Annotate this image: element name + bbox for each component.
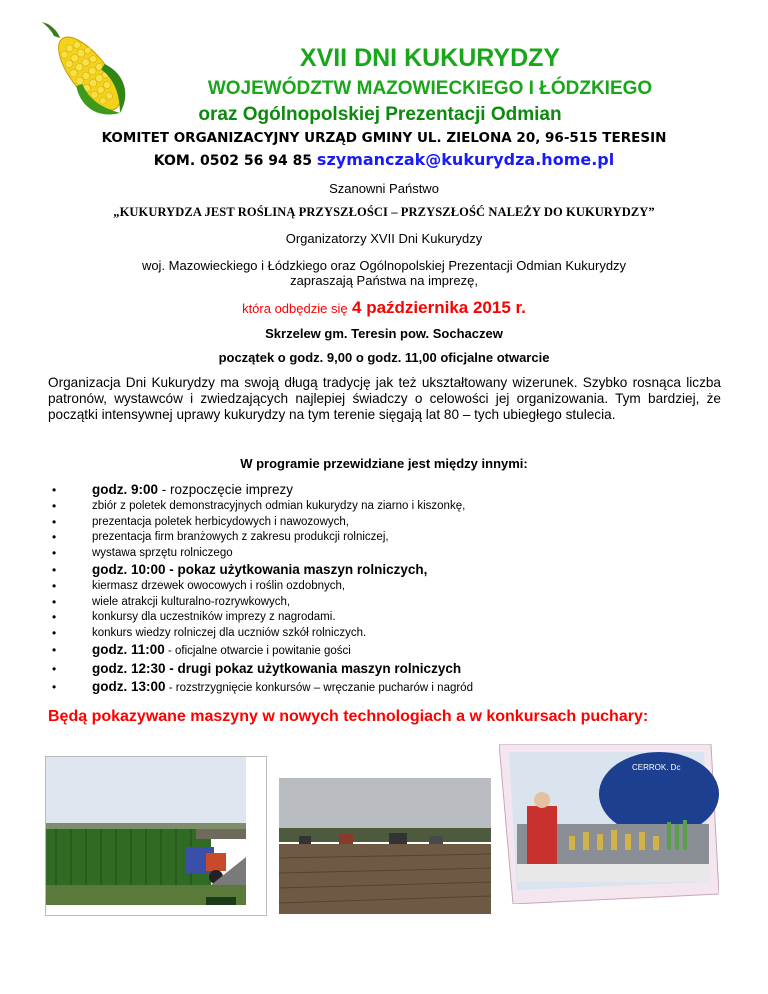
event-title: XVII DNI KUKURYDZY xyxy=(299,44,561,72)
program-item: • konkurs wiedzy rolniczej dla uczniów szkół rolniczych. xyxy=(48,626,708,642)
event-location: Skrzelew gm. Teresin pow. Sochaczew xyxy=(265,326,503,341)
svg-text:CERROK. Dc: CERROK. Dc xyxy=(632,763,681,772)
organizers-line: Organizatorzy XVII Dni Kukurydzy xyxy=(285,231,483,246)
invite-line-1: woj. Mazowieckiego i Łódzkiego oraz Ogólnopolskiej Prezentacji Odmian Kukurydzy xyxy=(141,258,627,273)
program-item: • prezentacja poletek herbicydowych i nawozowych, xyxy=(48,515,708,531)
sprayer-in-cornfield-photo xyxy=(45,756,267,916)
greeting: Szanowni Państwo xyxy=(329,181,439,196)
program-item: • wiele atrakcji kulturalno-rozrywkowych, xyxy=(48,595,708,611)
event-subtitle: WOJEWÓDZTW MAZOWIECKIEGO I ŁÓDZKIEGO xyxy=(207,78,653,99)
phone-number: KOM. 0502 56 94 85 xyxy=(153,153,313,169)
slogan: „KUKURYDZA JEST ROŚLINĄ PRZYSZŁOŚCI – PRZYSZŁOŚĆ NALEŻY DO KUKURYDZY” xyxy=(113,205,655,219)
trophy-exhibition-photo xyxy=(499,744,719,904)
program-item: • godz. 12:30 - drugi pokaz użytkowania maszyn rolniczych xyxy=(48,660,708,678)
program-list xyxy=(48,481,708,697)
invite-line-2: zapraszają Państwa na imprezę, xyxy=(290,273,478,288)
event-date: 4 października 2015 r. xyxy=(352,298,526,317)
program-item: • wystawa sprzętu rolniczego xyxy=(48,546,708,562)
tractors-on-field-photo xyxy=(279,778,491,914)
program-item: • konkursy dla uczestników imprezy z nagrodami. xyxy=(48,610,708,626)
date-prefix: która odbędzie się xyxy=(242,301,348,316)
intro-paragraph: Organizacja Dni Kukurydzy ma swoją długą tradycję jak też ukształtowany wizerunek. Szybko rosnąca liczba patronów, wystawców i zwiedzających najlepiej świadczy o celowości jej organizowania. Tym bardziej, że początki intensywnej uprawy kukurydzy na tym terenie sięgają lat 80 – tych ubiegłego stulecia. xyxy=(48,375,721,422)
date-line xyxy=(0,298,768,318)
komitet-address: KOMITET ORGANIZACYJNY URZĄD GMINY UL. ZIELONA 20, 96-515 TERESIN xyxy=(101,130,667,146)
contact-line xyxy=(0,150,768,169)
start-time: początek o godz. 9,00 o godz. 11,00 oficjalne otwarcie xyxy=(218,350,550,365)
corn-cob-icon xyxy=(40,18,130,128)
program-item: • godz. 11:00 - oficjalne otwarcie i powitanie gości xyxy=(48,641,708,660)
event-subtitle2: oraz Ogólnopolskiej Prezentacji Odmian xyxy=(198,104,562,125)
program-item: • godz. 9:00 - rozpoczęcie imprezy xyxy=(48,481,708,499)
program-heading: W programie przewidziane jest między innymi: xyxy=(240,456,528,471)
program-item: • godz. 10:00 - pokaz użytkowania maszyn rolniczych, xyxy=(48,561,708,579)
program-item: • kiermasz drzewek owocowych i roślin ozdobnych, xyxy=(48,579,708,595)
program-item: • zbiór z poletek demonstracyjnych odmian kukurydzy na ziarno i kiszonkę, xyxy=(48,499,708,515)
program-item: • godz. 13:00 - rozstrzygnięcie konkursów – wręczanie pucharów i nagród xyxy=(48,678,708,697)
closing-text: Będą pokazywane maszyny w nowych technologiach a w konkursach puchary: xyxy=(48,708,649,725)
email-link[interactable]: szymanczak@kukurydza.home.pl xyxy=(316,150,615,169)
program-item: • prezentacja firm branżowych z zakresu produkcji rolniczej, xyxy=(48,530,708,546)
